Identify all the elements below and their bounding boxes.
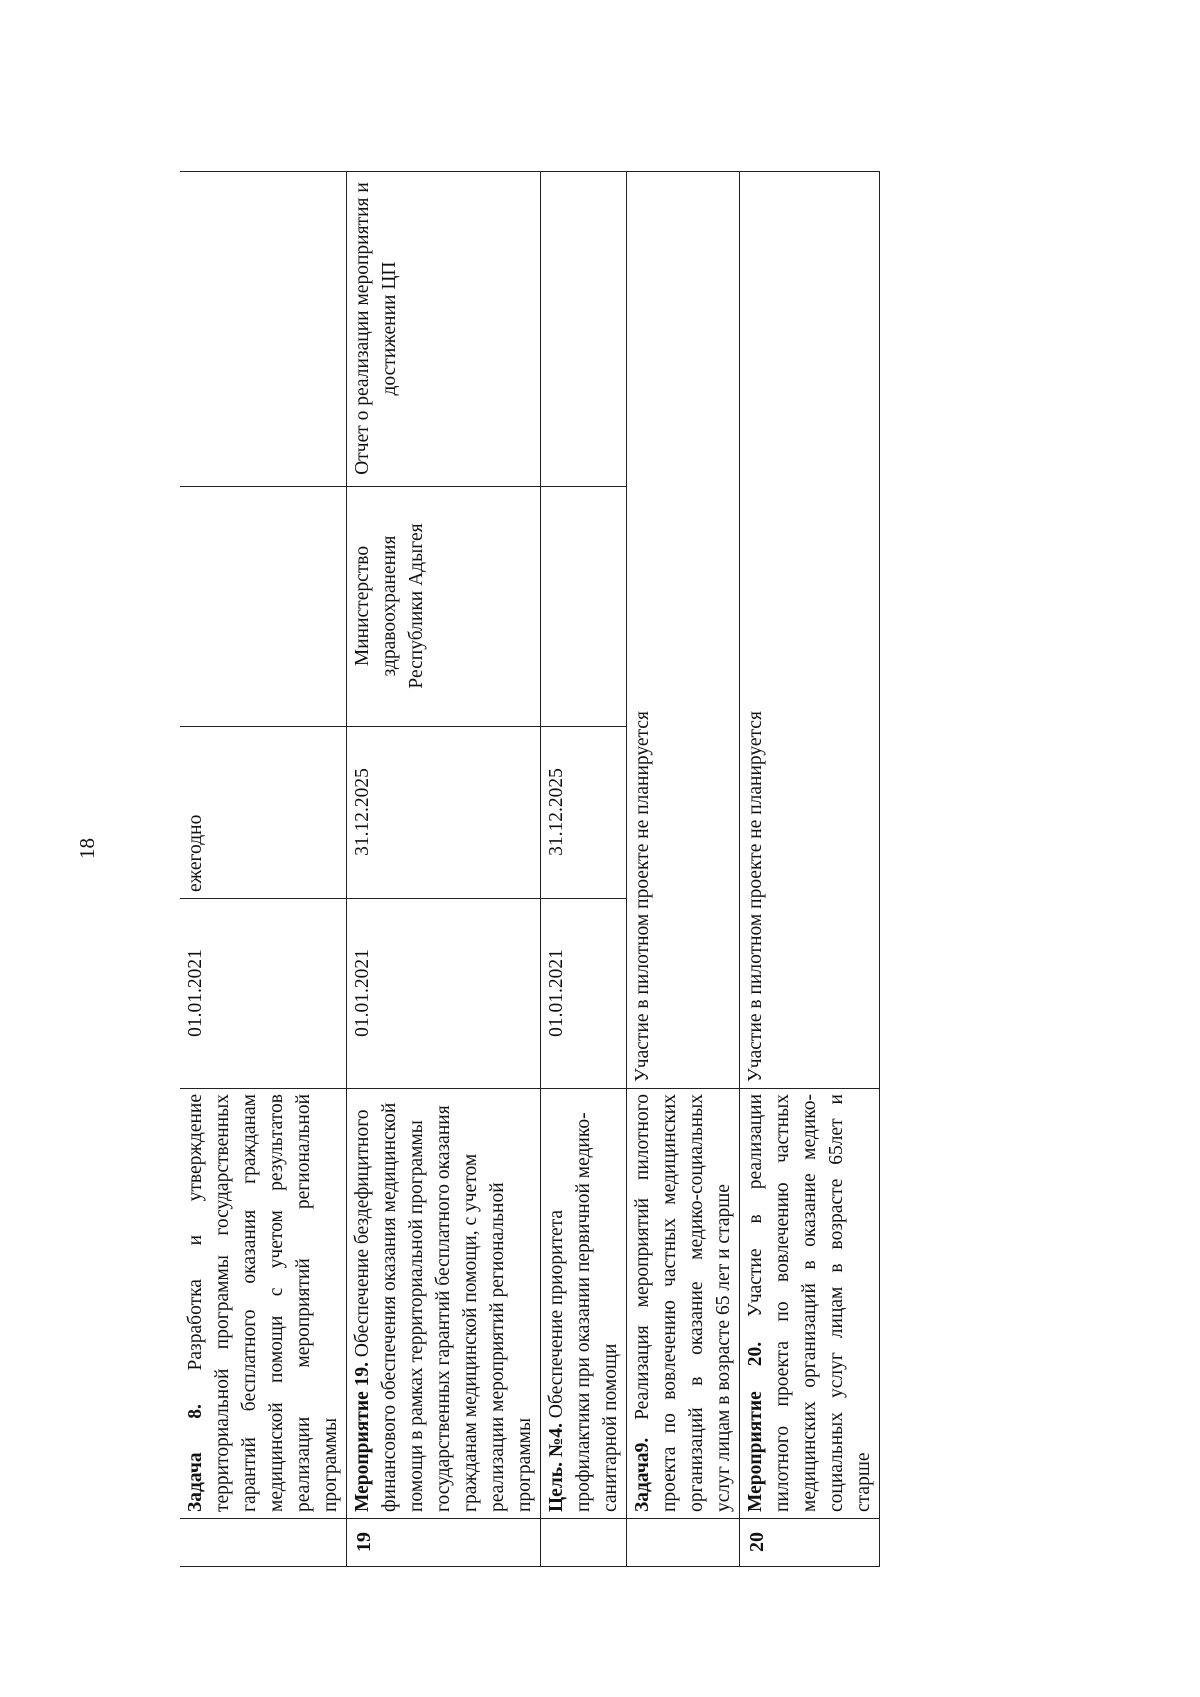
merged-note: Участие в пилотном проекте не планируется bbox=[627, 172, 740, 1089]
row-title-text: Обеспечение бездефицитного финансового обеспечения оказания медицинской помощи в рамках территориальной программы государственных гарантий бесплатного оказания гражданам медицинской помощи, с учетом реализации мероприятий региональной программы bbox=[352, 1102, 535, 1512]
table-row-goal-4 bbox=[541, 172, 627, 1567]
responsible bbox=[180, 487, 347, 727]
row-title-text: Реализация мероприятий пилотного проекта по вовлечению частных медицинских организаций в оказание медико-социальных услуг лицам в возрасте 65 лет и старше bbox=[632, 1094, 734, 1512]
start-date: 01.01.2021 bbox=[180, 899, 347, 1089]
end-date: 31.12.2025 bbox=[541, 727, 627, 899]
row-number bbox=[627, 1519, 740, 1567]
row-title bbox=[347, 1089, 541, 1519]
row-title-text: Участие в реализации пилотного проекта по вовлечению частных медицинских организаций в оказание медико-социальных услуг лицам в возрасте 65лет и старше bbox=[745, 1093, 874, 1512]
row-title-text: Обеспечение приоритета профилактики при оказании первичной медико-санитарной помощи bbox=[546, 1112, 621, 1512]
row-title-bold: Мероприятие 19. bbox=[352, 1362, 373, 1512]
table-row-activity-20 bbox=[740, 172, 880, 1567]
row-title-bold: Задача9. bbox=[632, 1437, 653, 1512]
result: Отчет о реализации мероприятия и достижении ЦП bbox=[347, 172, 541, 487]
row-number bbox=[541, 1519, 627, 1567]
result bbox=[541, 172, 627, 487]
page-number bbox=[72, 833, 102, 863]
end-date: ежегодно bbox=[180, 727, 347, 899]
end-date: 31.12.2025 bbox=[347, 727, 541, 899]
row-title-bold: Задача 8. bbox=[185, 1404, 206, 1512]
merged-note: Участие в пилотном проекте не планируется bbox=[740, 172, 880, 1089]
row-title bbox=[180, 1089, 347, 1519]
table-row-task-9 bbox=[627, 172, 740, 1567]
row-title bbox=[627, 1089, 740, 1519]
rotated-table-container bbox=[180, 172, 1042, 1567]
row-number: 19 bbox=[347, 1519, 541, 1567]
plan-table bbox=[180, 171, 880, 1567]
responsible: Министерство здравоохранения Республики Адыгея bbox=[347, 487, 541, 727]
row-title-text: Разработка и утверждение территориальной программы государственных гарантий бесплатного оказания гражданам медицинской помощи с учетом результатов реализации мероприятий региональной программы bbox=[185, 1094, 341, 1512]
row-number bbox=[180, 1519, 347, 1567]
row-title bbox=[541, 1089, 627, 1519]
table-row-activity-19 bbox=[347, 172, 541, 1567]
start-date: 01.01.2021 bbox=[541, 899, 627, 1089]
responsible bbox=[541, 487, 627, 727]
table-row-task-8 bbox=[180, 172, 347, 1567]
start-date: 01.01.2021 bbox=[347, 899, 541, 1089]
row-title bbox=[740, 1089, 880, 1519]
result bbox=[180, 172, 347, 487]
row-title-bold: Мероприятие 20. bbox=[745, 1341, 766, 1512]
page-number-text: 18 bbox=[74, 837, 99, 859]
row-number: 20 bbox=[740, 1519, 880, 1567]
row-title-bold: Цель. №4. bbox=[546, 1422, 567, 1512]
